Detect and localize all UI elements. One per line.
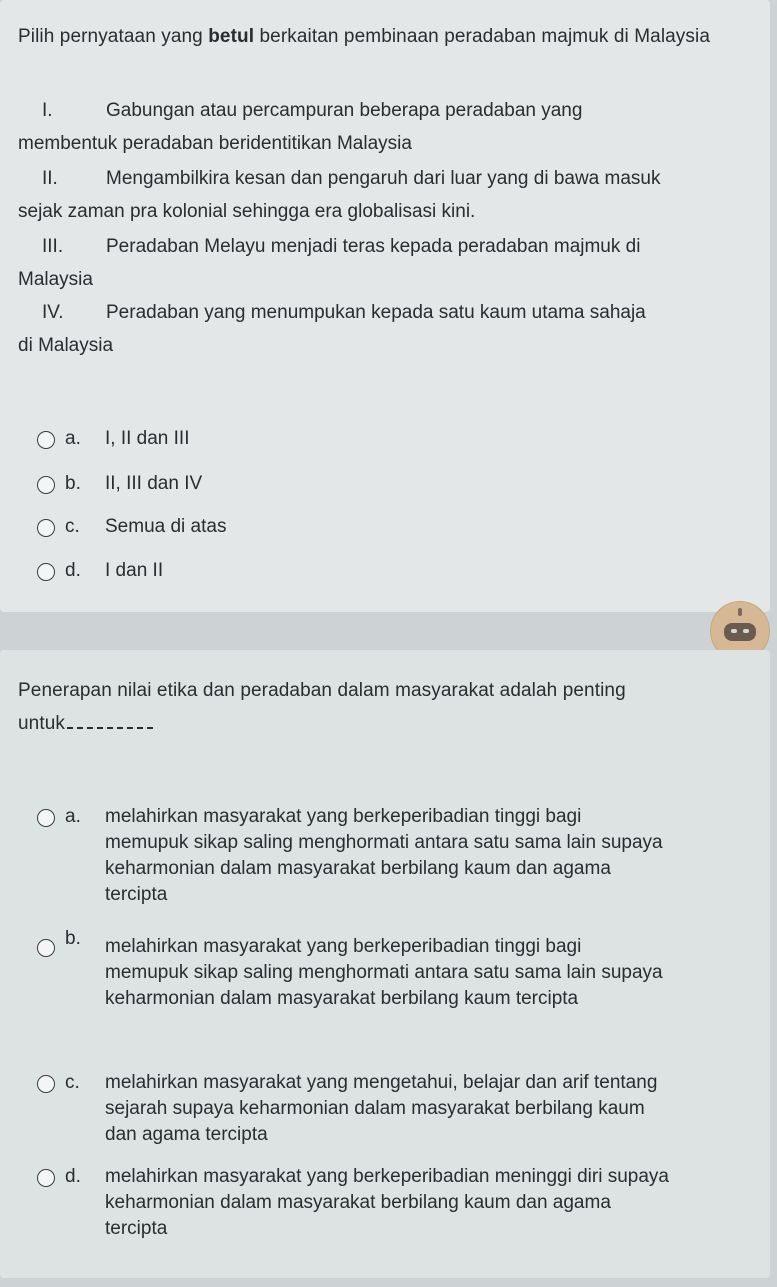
radio-button[interactable] — [37, 809, 55, 827]
option-text: II, III dan IV — [105, 473, 203, 494]
option-line: tercipta — [105, 1218, 168, 1239]
statement-4 — [18, 296, 743, 362]
option-line: melahirkan masyarakat yang berkeperibadian tinggi bagi — [105, 806, 582, 827]
option-line: dan agama tercipta — [105, 1124, 268, 1145]
option-text — [105, 804, 745, 908]
option-d[interactable] — [37, 558, 163, 584]
option-letter: c. — [65, 1072, 80, 1093]
option-letter: b. — [65, 928, 81, 949]
robot-eye — [743, 629, 749, 633]
option-line: tercipta — [105, 884, 168, 905]
option-letter: d. — [65, 560, 81, 581]
option-letter: c. — [65, 516, 80, 537]
option-letter: a. — [65, 806, 81, 827]
prompt-text: berkaitan pembinaan peradaban majmuk di Malaysia — [254, 26, 710, 47]
option-line: melahirkan masyarakat yang mengetahui, belajar dan arif tentang — [105, 1072, 658, 1093]
option-text: I, II dan III — [105, 428, 190, 449]
radio-button[interactable] — [37, 431, 55, 449]
option-text — [105, 1070, 745, 1148]
option-line: memupuk sikap saling menghormati antara satu sama lain supaya — [105, 832, 663, 853]
question-2-prompt — [18, 674, 718, 740]
statement-text-cont: membentuk peradaban beridentitikan Malaysia — [18, 133, 412, 154]
prompt-text: Penerapan nilai etika dan peradaban dalam masyarakat adalah penting — [18, 680, 626, 701]
blank-line — [67, 721, 153, 729]
option-letter: a. — [65, 428, 81, 449]
option-line: keharmonian dalam masyarakat berbilang kaum dan agama — [105, 1192, 611, 1213]
statement-text-cont: sejak zaman pra kolonial sehingga era globalisasi kini. — [18, 201, 476, 222]
radio-button[interactable] — [37, 1169, 55, 1187]
option-a[interactable] — [37, 804, 745, 908]
option-line: keharmonian dalam masyarakat berbilang kaum dan agama — [105, 858, 611, 879]
statement-number: III. — [42, 236, 64, 257]
statement-text-cont: di Malaysia — [18, 335, 114, 356]
statement-text: Peradaban yang menumpukan kepada satu kaum utama sahaja — [106, 302, 646, 323]
option-line: memupuk sikap saling menghormati antara satu sama lain supaya — [105, 962, 663, 983]
statement-text: Gabungan atau percampuran beberapa peradaban yang — [106, 100, 583, 121]
question-card-2 — [0, 650, 770, 1278]
statement-number: IV. — [42, 302, 64, 323]
statement-text-cont: Malaysia — [18, 269, 93, 290]
option-line: keharmonian dalam masyarakat berbilang kaum tercipta — [105, 988, 579, 1009]
question-1-prompt — [18, 20, 738, 53]
statement-2 — [18, 162, 743, 228]
prompt-bold-word: betul — [208, 26, 255, 47]
option-text: I dan II — [105, 560, 164, 581]
option-letter: b. — [65, 473, 81, 494]
robot-face — [724, 623, 756, 641]
radio-button[interactable] — [37, 1075, 55, 1093]
prompt-text: Pilih pernyataan yang — [18, 26, 209, 47]
option-letter: d. — [65, 1166, 81, 1187]
option-line: sejarah supaya keharmonian dalam masyarakat berbilang kaum — [105, 1098, 645, 1119]
option-text: Semua di atas — [105, 516, 227, 537]
option-b[interactable] — [37, 471, 202, 497]
radio-button[interactable] — [37, 563, 55, 581]
statement-1 — [18, 94, 743, 160]
statement-text: Mengambilkira kesan dan pengaruh dari luar yang di bawa masuk — [106, 168, 661, 189]
statement-3 — [18, 230, 743, 296]
option-text — [105, 1164, 745, 1242]
antenna — [738, 608, 742, 616]
option-d[interactable] — [37, 1164, 745, 1242]
option-line: melahirkan masyarakat yang berkeperibadian meninggi diri supaya — [105, 1166, 669, 1187]
option-c[interactable] — [37, 514, 226, 540]
option-text — [105, 934, 745, 1012]
question-card-1 — [0, 0, 770, 612]
option-line: melahirkan masyarakat yang berkeperibadian tinggi bagi — [105, 936, 582, 957]
statement-number: II. — [42, 168, 58, 189]
radio-button[interactable] — [37, 939, 55, 957]
radio-button[interactable] — [37, 476, 55, 494]
statement-number: I. — [42, 100, 53, 121]
option-a[interactable] — [37, 426, 190, 452]
option-b[interactable] — [37, 928, 745, 1012]
prompt-text: untuk — [18, 713, 65, 734]
option-c[interactable] — [37, 1070, 745, 1148]
radio-button[interactable] — [37, 519, 55, 537]
robot-eye — [731, 629, 737, 633]
statement-text: Peradaban Melayu menjadi teras kepada peradaban majmuk di — [106, 236, 641, 257]
